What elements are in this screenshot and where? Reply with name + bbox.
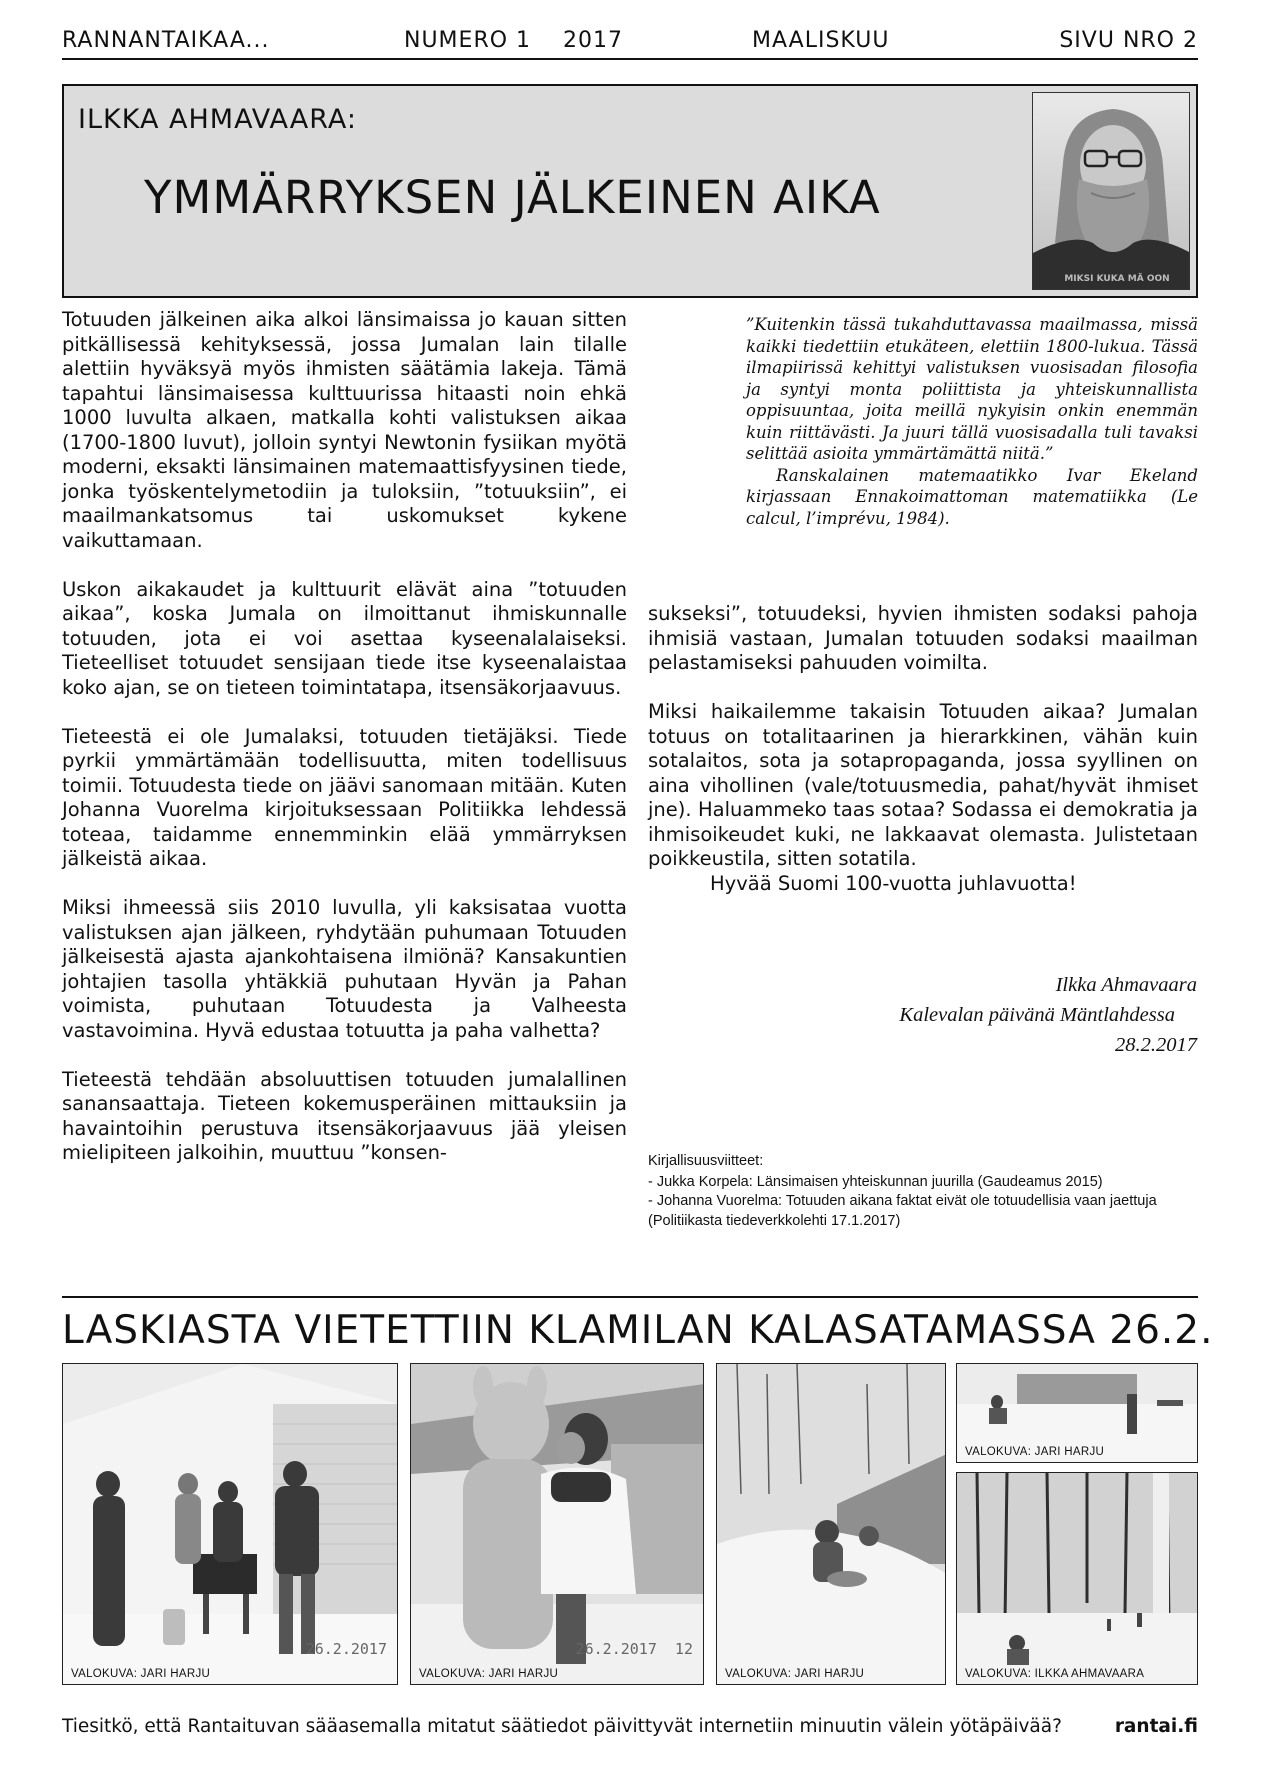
paragraph: Totuuden jälkeinen aika alkoi länsimaissa jo kauan sitten pitkällisessä kehityksessä, jossa Jumalan lain tilalle alettiin hyväksyä myös ihmisten säätämia lakeja. Tämä tapahtui länsimaisessa kulttuurissa hitaasti noin ehkä 1000 luvulta alkaen, matkalla kohti valistuksen aikaa (1700-1800 luvut), jolloin syntyi Newtonin fysiikan myötä moderni, eksakti länsimainen matemaattisfyysinen tiede, jonka työskentelymetodiin ja tuloksiin, ”totuuksiin”, ei maailmankatsomus tai uskomukset kykene vaikuttamaan.: [62, 308, 627, 552]
photo-credit: VALOKUVA: JARI HARJU: [71, 1668, 211, 1680]
photo-credit: VALOKUVA: JARI HARJU: [965, 1446, 1105, 1458]
article-right-column: [648, 602, 1198, 896]
page-number: SIVU NRO 2: [1059, 28, 1198, 53]
photo-credit: VALOKUVA: JARI HARJU: [419, 1668, 559, 1680]
photo-kicksled: [956, 1363, 1198, 1463]
footer: [62, 1716, 1198, 1737]
photo-forest: [956, 1472, 1198, 1685]
paragraph: Miksi haikailemme takaisin Totuuden aikaa? Jumalan totuus on totalitaarinen ja hierarkkinen, vähän kuin sotalaitos, sota ja sotapropaganda, jossa syyllinen on aina vihollinen (vale/totuusmedia, pahat/hyvät ihmiset jne). Haluammeko taas sotaa? Sodassa ei demokratia ja ihmisoikeudet kuki, ne lakkaavat olemasta. Julistetaan poikkeustila, sitten sotatila.: [648, 700, 1198, 870]
portrait-shirt-text: MIKSI KUKA MÄ OON: [1064, 274, 1170, 284]
signature-block: [899, 970, 1197, 1060]
reference-item: - Johanna Vuorelma: Totuuden aikana faktat eivät ole totuudellisia vaan jaettuja (Politiikasta tiedeverkkolehti 17.1.2017): [648, 1193, 1157, 1229]
quote-text: ”Kuitenkin tässä tukahduttavassa maailmassa, missä kaikki tiedettiin etukäteen, elettiin 1800-lukua. Tässä ilmapiirissä kehittyi valistuksen vuosisadan filosofia ja syntyi monta poliittista ja yhteiskunnallista oppisuuntaa, joita meillä nykyisin onkin enemmän kuin riittävästi. Ja juuri tällä vuosisadalla tuli tavaksi selittää asioita ymmärtämättä niitä.”: [746, 315, 1198, 463]
paragraph: Miksi ihmeessä siis 2010 luvulla, yli kaksisataa vuotta valistuksen ajan jälkeen, ryhdytään puhumaan Totuuden jälkeisestä ajasta ajankohtaisena ilmiönä? Kansakuntien johtajien tasolla yhtäkkiä puhutaan Hyvän ja Pahan voimista, puhutaan Totuudesta ja Valheesta vastavoimina. Hyvä edustaa totuutta ja paha valhetta?: [62, 896, 627, 1042]
publication-title: RANNANTAIKAA...: [62, 28, 270, 53]
article-header: [62, 84, 1198, 298]
references: [648, 1152, 1208, 1231]
footer-site-link[interactable]: rantai.fi: [1114, 1716, 1198, 1737]
references-heading: Kirjallisuusviitteet:: [648, 1153, 764, 1169]
signature-date: 28.2.2017: [1115, 1034, 1197, 1056]
footer-text: Tiesitkö, että Rantaituvan sääasemalla mitatut säätiedot päivittyvät internetiin minuutin välein yötäpäivää?: [62, 1716, 1062, 1737]
paragraph: Uskon aikakaudet ja kulttuurit elävät aina ”totuuden aikaa”, koska Jumala on ilmoittanut ihmiskunnalle totuuden, jota ei voi asettaa kyseenalalaiseksi. Tieteelliset totuudet sensijaan tiede itse kyseenalaistaa koko ajan, se on tieteen toimintatapa, itsensäkorjaavuus.: [62, 577, 627, 699]
reference-item: - Jukka Korpela: Länsimaisen yhteiskunnan juurilla (Gaudeamus 2015): [648, 1173, 1103, 1190]
quote-source: Ranskalainen matemaatikko Ivar Ekeland kirjassaan Ennakoimattoman matematiikka (Le calcul, l’imprévu, 1984).: [746, 465, 1198, 528]
photo-section-headline: LASKIASTA VIETETTIIN KLAMILAN KALASATAMASSA 26.2.: [62, 1308, 1214, 1353]
author-kicker: ILKKA AHMAVAARA:: [78, 104, 357, 135]
photo-grill: [62, 1363, 398, 1685]
paragraph: Tieteestä ei ole Jumalaksi, totuuden tietäjäksi. Tiede pyrkii ymmärtämään todellisuutta, miten todellisuus toimii. Totuudesta tiede on jäävi sanomaan mitään. Kuten Johanna Vuorelma kirjoituksessaan Politiikka lehdessä toteaa, taidamme ennemminkin elää ymmärryksen jälkeistä aikaa.: [62, 724, 627, 870]
article-headline: YMMÄRRYKSEN JÄLKEINEN AIKA: [144, 171, 881, 224]
signature-name: Ilkka Ahmavaara: [1055, 974, 1197, 996]
issue-month: MAALISKUU: [752, 28, 890, 53]
photo-credit: VALOKUVA: ILKKA AHMAVAARA: [965, 1668, 1145, 1680]
paragraph: Tieteestä tehdään absoluuttisen totuuden jumalallinen sanansaattaja. Tieteen kokemusperäinen mittauksiin ja havaintoihin perustuva itsensäkorjaavuus jää yleisen mielipiteen jalkoihin, muuttuu ”konsen-: [62, 1067, 627, 1164]
photo-date-stamp: 26.2.2017: [305, 1640, 387, 1658]
pull-quote: [648, 314, 1198, 529]
photo-hug: [410, 1363, 704, 1685]
closing-line: Hyvää Suomi 100-vuotta juhlavuotta!: [710, 871, 1077, 895]
photo-credit: VALOKUVA: JARI HARJU: [725, 1668, 865, 1680]
issue-number: NUMERO 1 2017: [404, 28, 623, 53]
photo-date-stamp: 26.2.2017 12: [575, 1640, 693, 1658]
masthead: [62, 24, 1198, 60]
author-portrait: [1032, 92, 1190, 290]
article-left-column: [62, 308, 627, 1190]
signature-place: Kalevalan päivänä Mäntlahdessa: [899, 1004, 1175, 1026]
section-divider: [62, 1296, 1198, 1298]
photo-sledding: [716, 1363, 946, 1685]
paragraph: sukseksi”, totuudeksi, hyvien ihmisten sodaksi pahoja ihmisiä vastaan, Jumalan totuuden sodaksi maailman pelastamiseksi pahuuden voimilta.: [648, 602, 1198, 674]
